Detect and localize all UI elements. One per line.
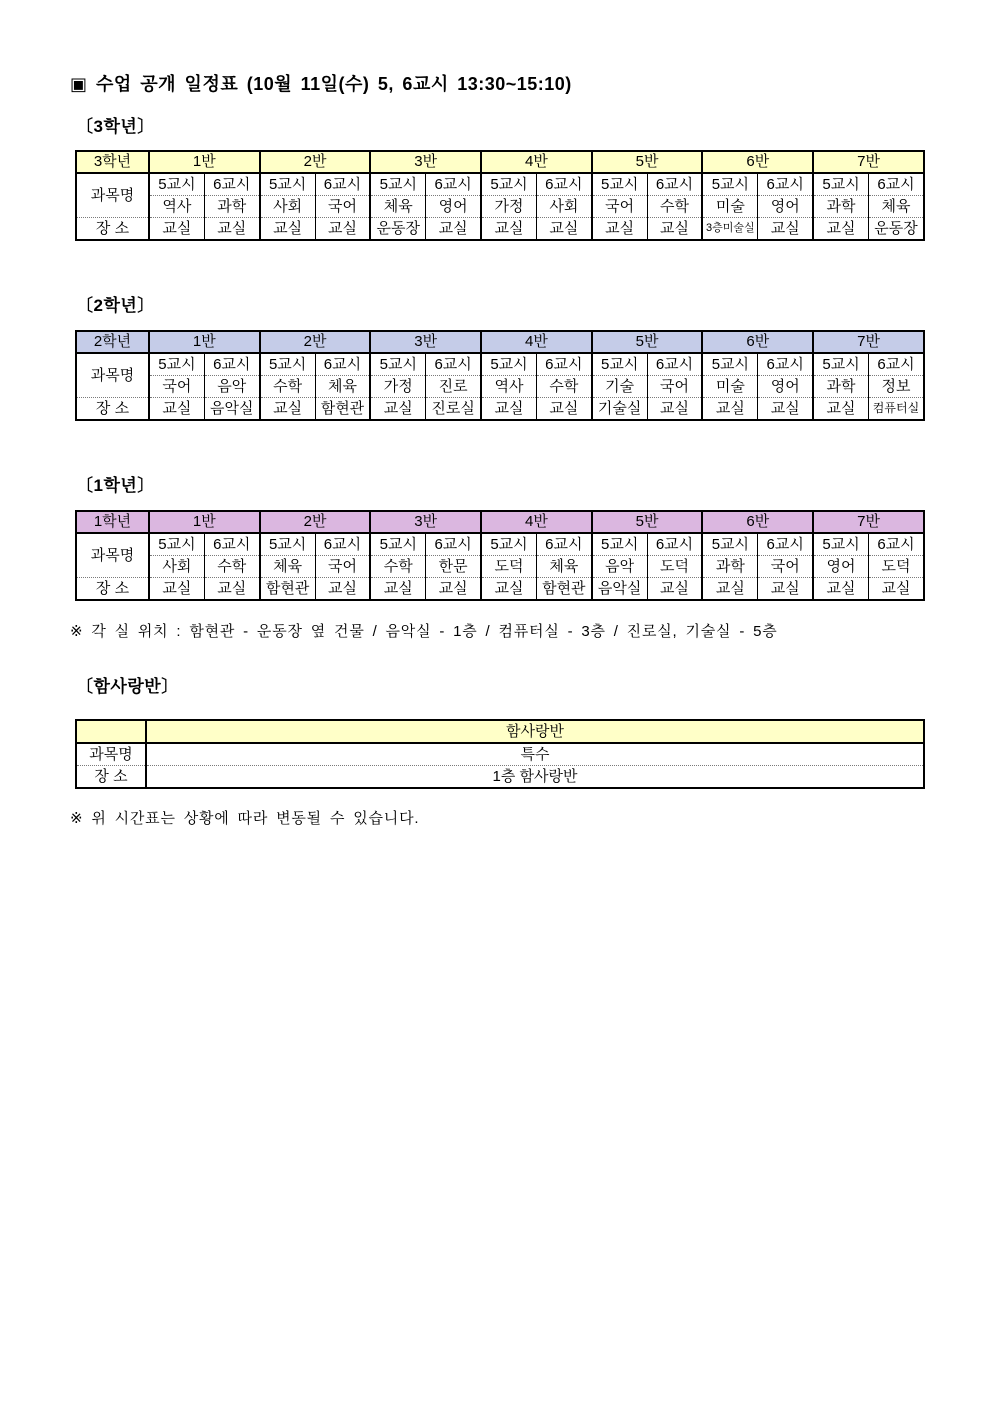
row-label-location: 장 소 [76,766,146,789]
period-header-cell: 6교시 [315,533,370,556]
class-header-cell: 3반 [370,331,481,353]
subject-cell: 영어 [426,196,481,218]
class-header-cell: 4반 [481,331,592,353]
subject-cell: 한문 [426,556,481,578]
class-header-cell: 7반 [813,331,924,353]
period-header-cell: 6교시 [426,533,481,556]
location-cell: 교실 [204,578,259,601]
location-cell: 교실 [149,578,204,601]
period-header-cell: 5교시 [592,533,647,556]
grade-label-cell: 1학년 [76,511,149,533]
period-header-cell: 5교시 [481,533,536,556]
grade-label-cell: 3학년 [76,151,149,173]
location-cell: 함현관 [536,578,591,601]
class-header-cell: 2반 [260,151,371,173]
location-cell: 운동장 [370,218,425,241]
subject-cell: 특수 [146,743,924,766]
period-header-cell: 5교시 [702,353,757,376]
special-class-table [75,719,925,789]
subject-cell: 도덕 [481,556,536,578]
subject-cell: 미술 [702,376,757,398]
period-header-cell: 6교시 [758,533,813,556]
location-cell: 교실 [370,578,425,601]
period-header-cell: 5교시 [149,173,204,196]
class-header-cell: 6반 [702,151,813,173]
period-header-cell: 5교시 [149,533,204,556]
row-label-location: 장 소 [76,578,149,601]
subject-cell: 국어 [149,376,204,398]
location-cell: 교실 [592,218,647,241]
subject-cell: 역사 [149,196,204,218]
class-header-cell: 5반 [592,511,703,533]
location-cell: 교실 [647,578,702,601]
class-header-cell: 7반 [813,511,924,533]
location-cell: 운동장 [868,218,924,241]
location-cell: 3층미술실 [702,218,757,241]
subject-cell: 사회 [260,196,315,218]
period-header-cell: 6교시 [204,173,259,196]
period-header-cell: 5교시 [592,353,647,376]
location-cell: 기술실 [592,398,647,421]
period-header-cell: 5교시 [592,173,647,196]
location-cell: 교실 [149,218,204,241]
row-label-subject: 과목명 [76,173,149,218]
period-header-cell: 5교시 [260,173,315,196]
subject-cell: 사회 [149,556,204,578]
period-header-cell: 5교시 [813,533,868,556]
location-cell: 교실 [813,578,868,601]
subject-cell: 체육 [315,376,370,398]
subject-cell: 국어 [758,556,813,578]
subject-cell: 사회 [536,196,591,218]
class-header-cell: 2반 [260,331,371,353]
class-header-cell: 3반 [370,151,481,173]
period-header-cell: 6교시 [204,353,259,376]
period-header-cell: 6교시 [868,353,924,376]
section-heading-grade1: 〔1학년〕 [76,476,155,495]
class-header-cell: 6반 [702,511,813,533]
period-header-cell: 6교시 [536,353,591,376]
subject-cell: 진로 [426,376,481,398]
subject-cell: 체육 [868,196,924,218]
page-title: ▣ 수업 공개 일정표 (10월 11일(수) 5, 6교시 13:30~15:10) [70,74,572,94]
period-header-cell: 6교시 [426,173,481,196]
subject-cell: 영어 [758,196,813,218]
subject-cell: 미술 [702,196,757,218]
period-header-cell: 5교시 [370,533,425,556]
class-header-cell: 7반 [813,151,924,173]
row-label-subject: 과목명 [76,533,149,578]
location-cell: 교실 [370,398,425,421]
location-cell: 교실 [204,218,259,241]
subject-cell: 수학 [647,196,702,218]
subject-cell: 수학 [204,556,259,578]
subject-cell: 체육 [370,196,425,218]
subject-cell: 도덕 [647,556,702,578]
class-header-cell: 1반 [149,511,260,533]
class-header-cell: 2반 [260,511,371,533]
location-cell: 함현관 [260,578,315,601]
location-cell: 교실 [481,218,536,241]
special-class-header-cell: 함사랑반 [146,720,924,743]
location-cell: 1층 함사랑반 [146,766,924,789]
period-header-cell: 6교시 [315,353,370,376]
period-header-cell: 6교시 [647,533,702,556]
class-header-cell: 1반 [149,151,260,173]
subject-cell: 체육 [536,556,591,578]
room-location-note: ※ 각 실 위치 : 함현관 - 운동장 옆 건물 / 음악실 - 1층 / 컴퓨터실 - 3층 / 진로실, 기술실 - 5층 [70,623,778,640]
period-header-cell: 5교시 [702,173,757,196]
location-cell: 컴퓨터실 [868,398,924,421]
period-header-cell: 6교시 [758,353,813,376]
class-header-cell: 5반 [592,151,703,173]
period-header-cell: 6교시 [868,533,924,556]
class-header-cell: 5반 [592,331,703,353]
subject-cell: 과학 [204,196,259,218]
row-label-location: 장 소 [76,398,149,421]
period-header-cell: 5교시 [370,353,425,376]
location-cell: 음악실 [592,578,647,601]
location-cell: 교실 [426,578,481,601]
period-header-cell: 6교시 [426,353,481,376]
subject-cell: 역사 [481,376,536,398]
grade-label-cell: 2학년 [76,331,149,353]
location-cell: 교실 [647,398,702,421]
grade2-schedule-table [75,330,925,421]
period-header-cell: 5교시 [260,353,315,376]
subject-cell: 과학 [813,196,868,218]
period-header-cell: 5교시 [702,533,757,556]
period-header-cell: 5교시 [260,533,315,556]
row-label-subject: 과목명 [76,743,146,766]
grade1-schedule-table [75,510,925,601]
location-cell: 교실 [702,578,757,601]
location-cell: 교실 [315,578,370,601]
period-header-cell: 5교시 [149,353,204,376]
subject-cell: 국어 [647,376,702,398]
location-cell: 교실 [702,398,757,421]
period-header-cell: 6교시 [536,533,591,556]
location-cell: 교실 [481,398,536,421]
period-header-cell: 6교시 [647,173,702,196]
section-heading-grade3: 〔3학년〕 [76,117,155,136]
location-cell: 음악실 [204,398,259,421]
period-header-cell: 5교시 [481,353,536,376]
subject-cell: 체육 [260,556,315,578]
location-cell: 교실 [758,218,813,241]
row-label-subject: 과목명 [76,353,149,398]
location-cell: 교실 [813,398,868,421]
subject-cell: 기술 [592,376,647,398]
location-cell: 교실 [868,578,924,601]
row-label-location: 장 소 [76,218,149,241]
section-heading-special: 〔함사랑반〕 [76,677,179,696]
subject-cell: 국어 [315,556,370,578]
subject-cell: 국어 [592,196,647,218]
location-cell: 진로실 [426,398,481,421]
subject-cell: 영어 [758,376,813,398]
location-cell: 교실 [149,398,204,421]
location-cell: 교실 [260,218,315,241]
location-cell: 교실 [260,398,315,421]
location-cell: 교실 [536,398,591,421]
subject-cell: 수학 [370,556,425,578]
subject-cell: 수학 [260,376,315,398]
location-cell: 교실 [758,578,813,601]
subject-cell: 정보 [868,376,924,398]
location-cell: 교실 [426,218,481,241]
footer-note: ※ 위 시간표는 상황에 따라 변동될 수 있습니다. [70,810,420,827]
class-header-cell: 1반 [149,331,260,353]
subject-cell: 음악 [592,556,647,578]
subject-cell: 과학 [702,556,757,578]
period-header-cell: 5교시 [370,173,425,196]
subject-cell: 가정 [481,196,536,218]
location-cell: 교실 [481,578,536,601]
period-header-cell: 6교시 [204,533,259,556]
period-header-cell: 5교시 [813,173,868,196]
class-header-cell: 4반 [481,151,592,173]
period-header-cell: 6교시 [868,173,924,196]
location-cell: 교실 [813,218,868,241]
class-header-cell: 4반 [481,511,592,533]
period-header-cell: 6교시 [315,173,370,196]
subject-cell: 음악 [204,376,259,398]
period-header-cell: 6교시 [758,173,813,196]
period-header-cell: 5교시 [813,353,868,376]
subject-cell: 과학 [813,376,868,398]
period-header-cell: 6교시 [536,173,591,196]
subject-cell: 도덕 [868,556,924,578]
subject-cell: 국어 [315,196,370,218]
corner-cell [76,720,146,743]
location-cell: 함현관 [315,398,370,421]
section-heading-grade2: 〔2학년〕 [76,296,155,315]
class-header-cell: 3반 [370,511,481,533]
grade3-schedule-table [75,150,925,241]
location-cell: 교실 [758,398,813,421]
period-header-cell: 6교시 [647,353,702,376]
subject-cell: 수학 [536,376,591,398]
location-cell: 교실 [536,218,591,241]
location-cell: 교실 [315,218,370,241]
location-cell: 교실 [647,218,702,241]
subject-cell: 가정 [370,376,425,398]
subject-cell: 영어 [813,556,868,578]
class-header-cell: 6반 [702,331,813,353]
period-header-cell: 5교시 [481,173,536,196]
